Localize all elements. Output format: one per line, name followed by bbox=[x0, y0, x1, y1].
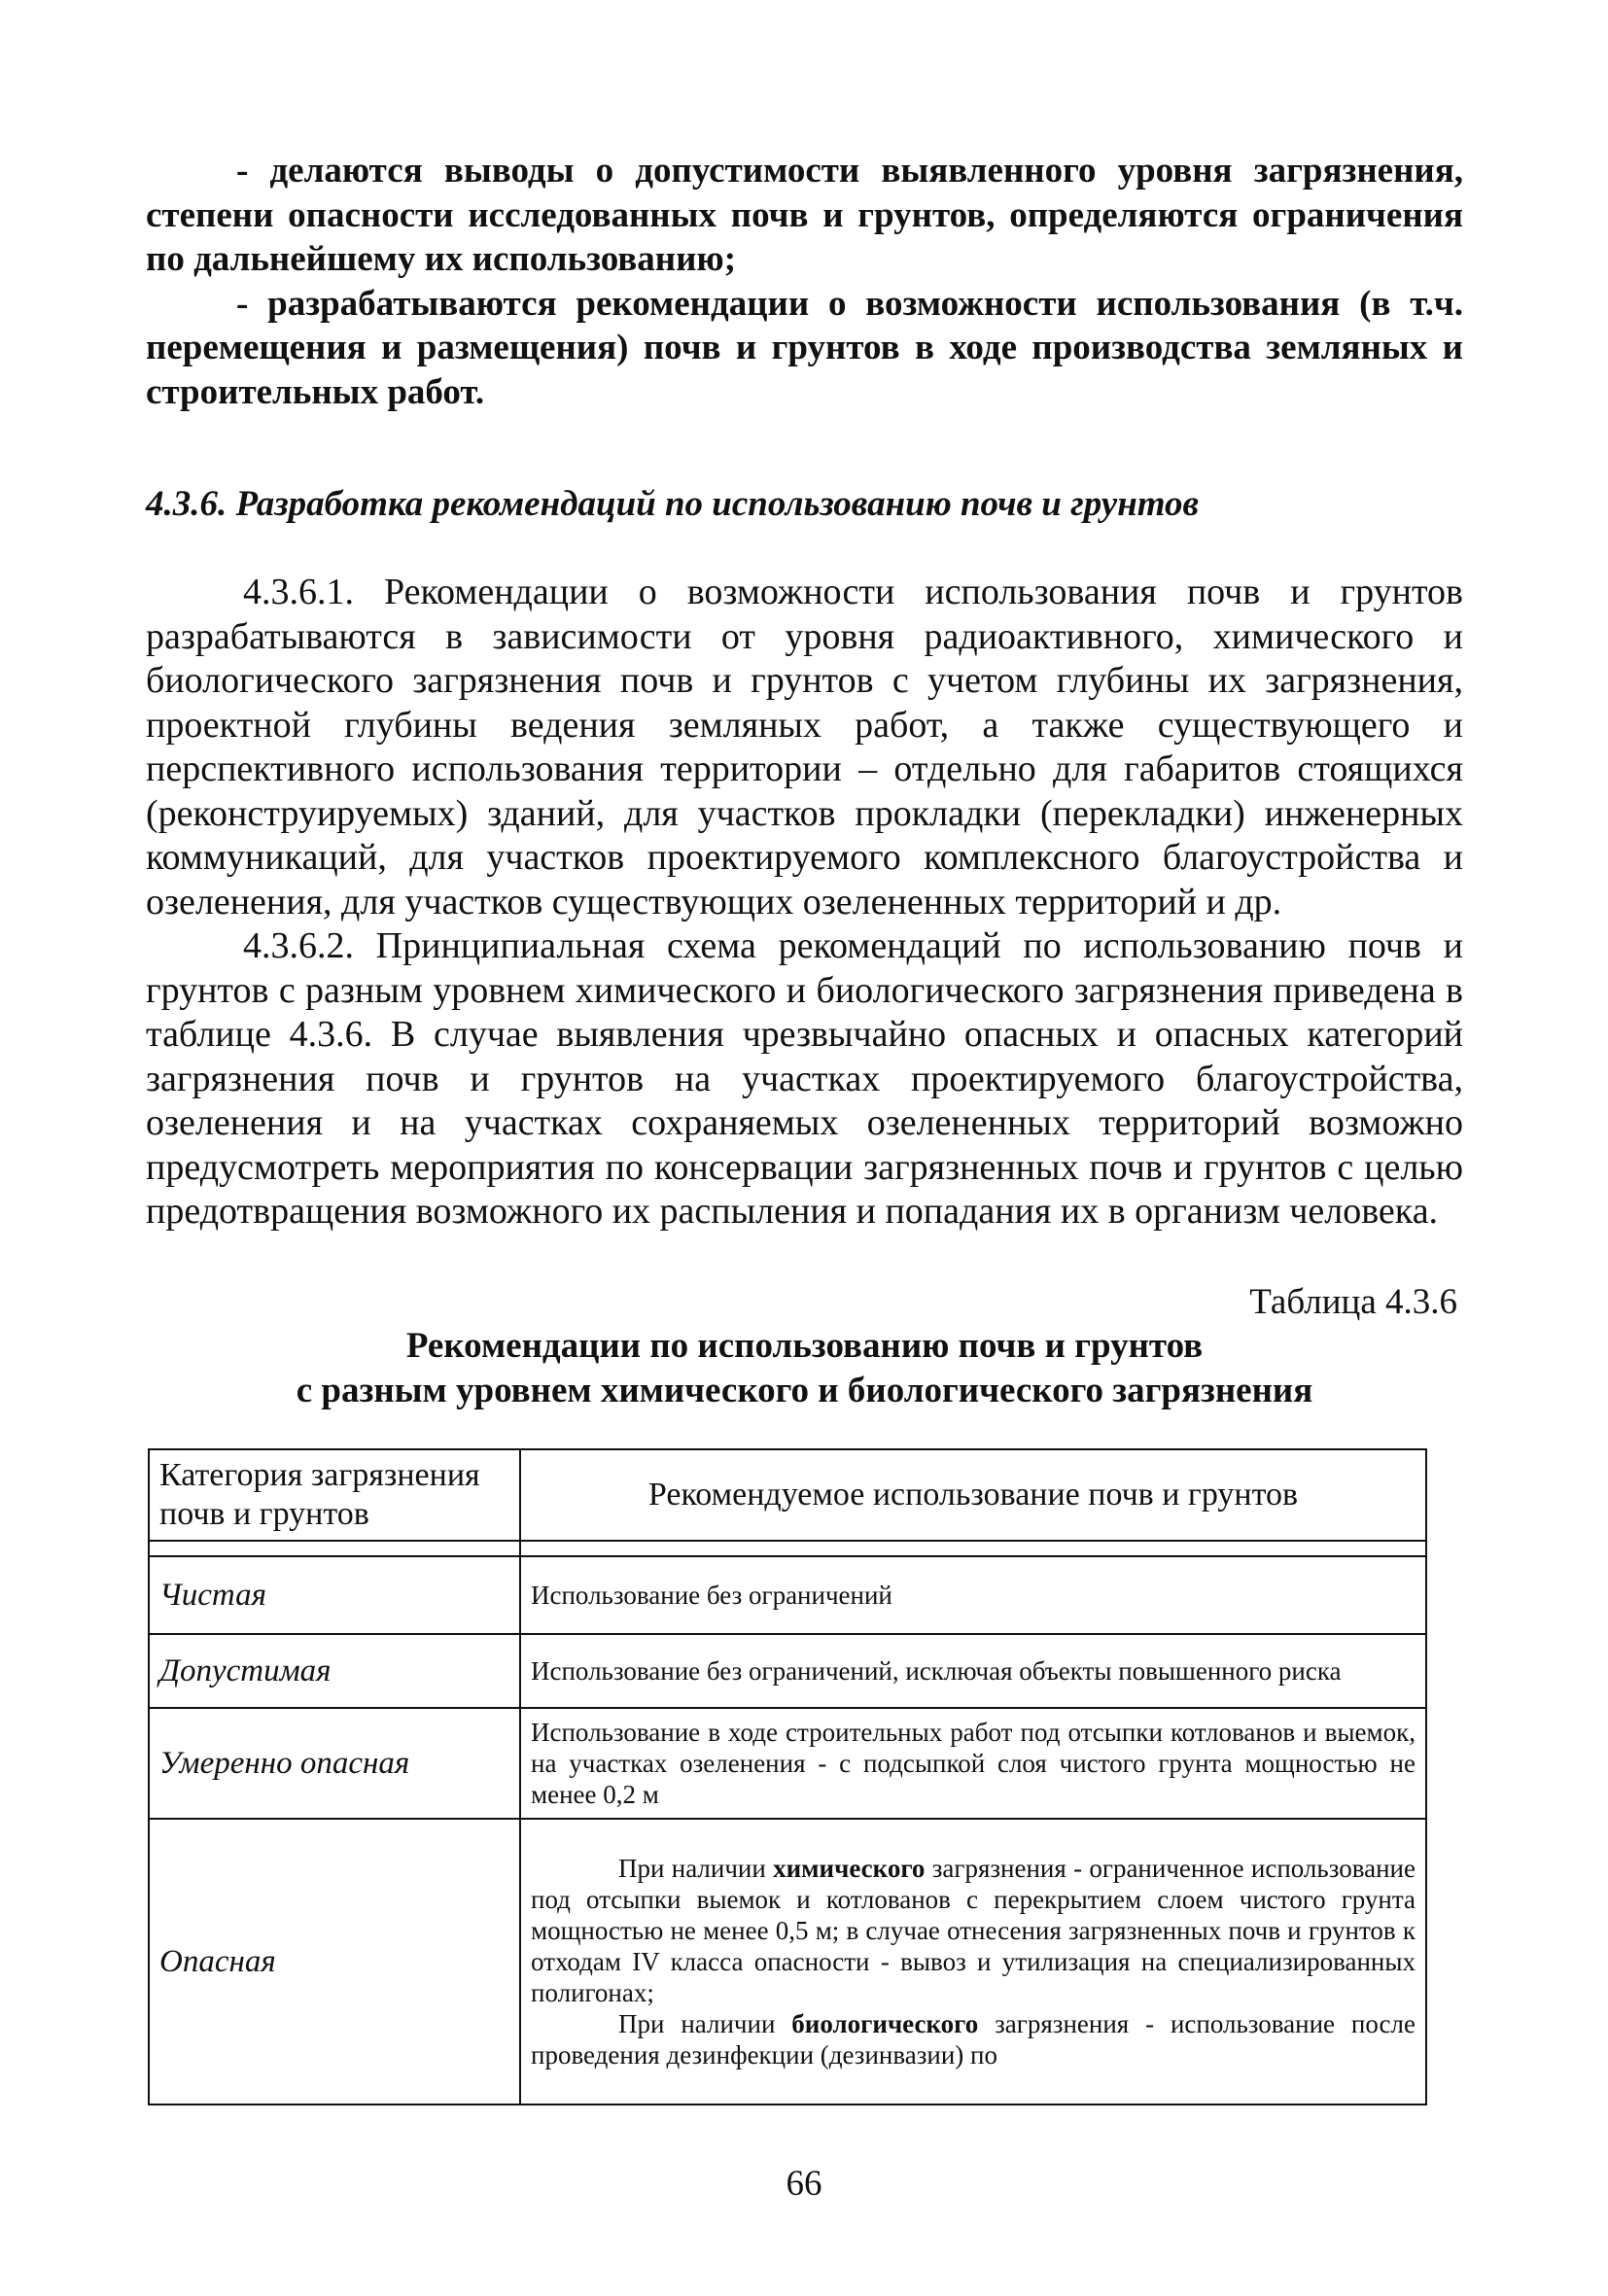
section-heading: 4.3.6. Разработка рекомендаций по использованию почв и грунтов bbox=[146, 484, 1200, 524]
table-label: Таблица 4.3.6 bbox=[1249, 1282, 1457, 1322]
usage-text: загрязнения - использование после проведения дезинфекции (дезинвазии) по bbox=[531, 2009, 1416, 2070]
table-title-line-2: с разным уровнем химического и биологического загрязнения bbox=[296, 1371, 1313, 1410]
usage-cell bbox=[520, 1819, 1426, 2105]
usage-text: При наличии bbox=[618, 2009, 792, 2038]
body-text bbox=[146, 571, 1463, 1235]
usage-emphasis: химического bbox=[773, 1854, 926, 1883]
header-category: Категория загрязнения почв и грунтов bbox=[149, 1449, 520, 1541]
usage-cell: Использование в ходе строительных работ под отсыпки котлованов и выемок, на участках озеленения - с подсыпкой слоя чистого грунта мощностью не менее 0,2 м bbox=[520, 1708, 1426, 1819]
page-number: 66 bbox=[786, 2164, 822, 2204]
usage-cell: Использование без ограничений, исключая объекты повышенного риска bbox=[520, 1634, 1426, 1708]
intro-text bbox=[146, 149, 1463, 414]
usage-biological-paragraph bbox=[531, 2008, 1416, 2070]
category-cell: Умеренно опасная bbox=[149, 1708, 520, 1819]
table-spacer bbox=[149, 1541, 1426, 1556]
usage-emphasis: биологического bbox=[791, 2009, 979, 2038]
intro-paragraph-1: - делаются выводы о допустимости выявленного уровня загрязнения, степени опасности исследованных почв и грунтов, определяются ограничения по дальнейшему их использованию; bbox=[146, 151, 1463, 279]
recommendations-table bbox=[148, 1448, 1427, 2105]
usage-text: При наличии bbox=[618, 1854, 774, 1883]
body-paragraph-1: 4.3.6.1. Рекомендации о возможности использования почв и грунтов разрабатываются в зависимости от уровня радиоактивного, химического и биологического загрязнения почв и грунтов с учетом глубины их загрязнения, проектной глубины ведения земляных работ, а также существующего и перспективного использования территории – отдельно для габаритов стоящихся (реконструируемых) зданий, для участков прокладки (перекладки) инженерных коммуникаций, для участков проектируемого комплексного благоустройства и озеленения, для участков существующих озелененных территорий и др. bbox=[146, 572, 1463, 922]
table-row bbox=[149, 1634, 1426, 1708]
intro-paragraph-2: - разрабатываются рекомендации о возможности использования (в т.ч. перемещения и размещения) почв и грунтов в ходе производства земляных и строительных работ. bbox=[146, 283, 1463, 412]
body-paragraph-2: 4.3.6.2. Принципиальная схема рекомендаций по использованию почв и грунтов с разным уровнем химического и биологического загрязнения приведена в таблице 4.3.6. В случае выявления чрезвычайно опасных и опасных категорий загрязнения почв и грунтов на участках проектируемого благоустройства, озеленения и на участках сохраняемых озелененных территорий возможно предусмотреть мероприятия по консервации загрязненных почв и грунтов с целью предотвращения возможного их распыления и попадания их в организм человека. bbox=[146, 925, 1463, 1232]
usage-cell: Использование без ограничений bbox=[520, 1556, 1426, 1634]
category-cell: Чистая bbox=[149, 1556, 520, 1634]
table-row bbox=[149, 1819, 1426, 2105]
usage-chemical-paragraph bbox=[531, 1853, 1416, 2008]
table-row bbox=[149, 1708, 1426, 1819]
table-header-row bbox=[149, 1449, 1426, 1541]
table-row bbox=[149, 1556, 1426, 1634]
table-title bbox=[146, 1324, 1463, 1413]
table-title-line-1: Рекомендации по использованию почв и грунтов bbox=[405, 1326, 1204, 1366]
category-cell: Допустимая bbox=[149, 1634, 520, 1708]
header-usage: Рекомендуемое использование почв и грунтов bbox=[520, 1449, 1426, 1541]
usage-text: загрязнения - ограниченное использование под отсыпки выемок и котлованов с перекрытием слоем чистого грунта мощностью не менее 0,5 м; в случае отнесения загрязненных почв и грунтов к отходам IV класса опасности - вывоз и утилизация на специализированных полигонах; bbox=[531, 1854, 1416, 2007]
category-cell: Опасная bbox=[149, 1819, 520, 2105]
